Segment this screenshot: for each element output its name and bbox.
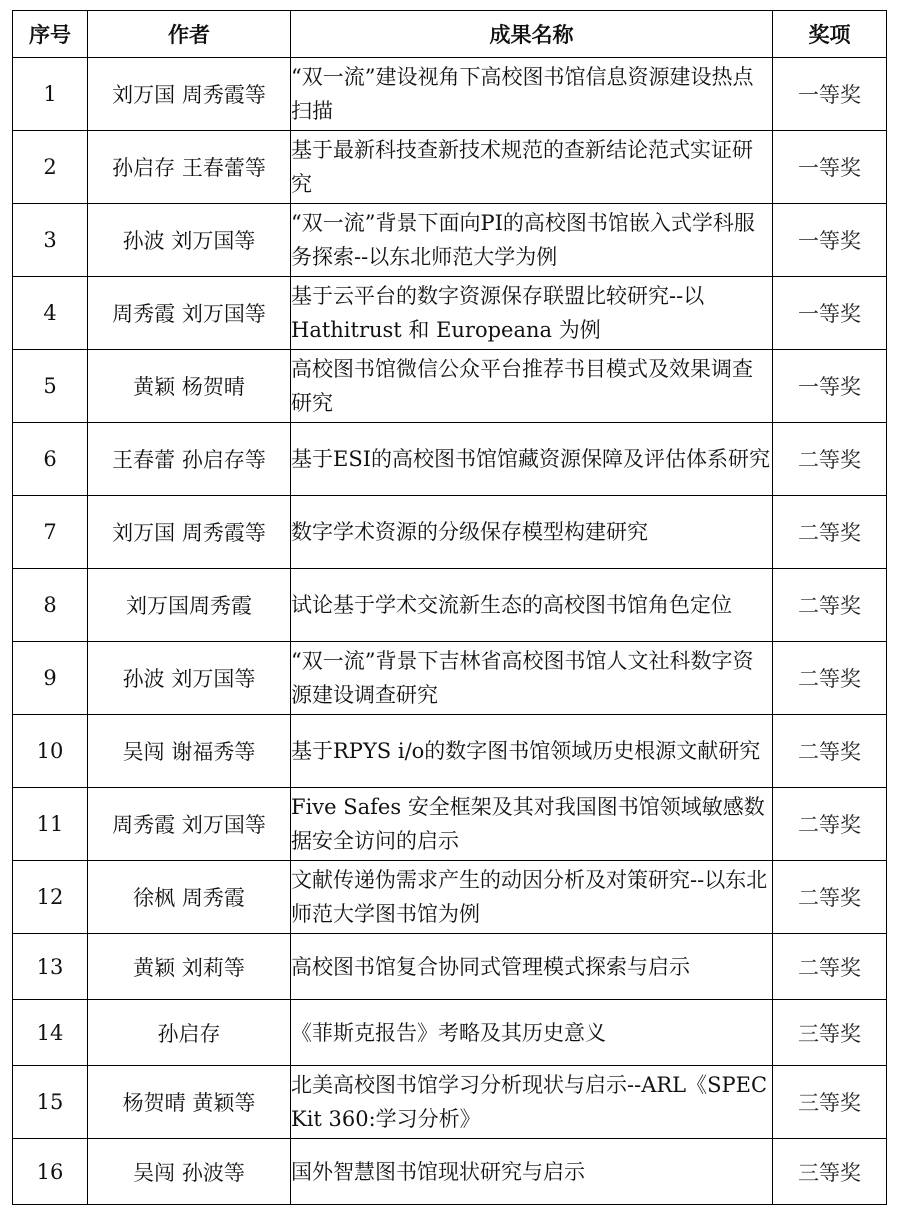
header-award: 奖项 [773, 11, 887, 58]
cell-author: 刘万国 周秀霞等 [88, 496, 291, 569]
table-row [13, 350, 887, 423]
cell-award: 二等奖 [773, 642, 887, 715]
cell-title: 基于RPYS i/o的数字图书馆领域历史根源文献研究 [291, 715, 773, 788]
cell-author: 孙波 刘万国等 [88, 642, 291, 715]
cell-title: 《菲斯克报告》考略及其历史意义 [291, 1000, 773, 1066]
cell-author: 王春蕾 孙启存等 [88, 423, 291, 496]
table-row [13, 496, 887, 569]
table-row [13, 1066, 887, 1139]
cell-author: 周秀霞 刘万国等 [88, 788, 291, 861]
cell-author: 刘万国周秀霞 [88, 569, 291, 642]
cell-title: “双一流”背景下面向PI的高校图书馆嵌入式学科服务探索--以东北师范大学为例 [291, 204, 773, 277]
cell-award: 一等奖 [773, 350, 887, 423]
cell-title: Five Safes 安全框架及其对我国图书馆领域敏感数据安全访问的启示 [291, 788, 773, 861]
cell-title: 基于ESI的高校图书馆馆藏资源保障及评估体系研究 [291, 423, 773, 496]
header-no: 序号 [13, 11, 88, 58]
cell-no: 2 [13, 131, 88, 204]
cell-author: 孙启存 [88, 1000, 291, 1066]
table-row [13, 569, 887, 642]
cell-author: 吴闯 谢福秀等 [88, 715, 291, 788]
cell-no: 7 [13, 496, 88, 569]
table-row [13, 1000, 887, 1066]
cell-title: 国外智慧图书馆现状研究与启示 [291, 1139, 773, 1205]
cell-title: 高校图书馆微信公众平台推荐书目模式及效果调查研究 [291, 350, 773, 423]
cell-title: 试论基于学术交流新生态的高校图书馆角色定位 [291, 569, 773, 642]
cell-title: “双一流”背景下吉林省高校图书馆人文社科数字资源建设调查研究 [291, 642, 773, 715]
cell-no: 9 [13, 642, 88, 715]
cell-award: 二等奖 [773, 496, 887, 569]
cell-award: 一等奖 [773, 204, 887, 277]
table-row [13, 934, 887, 1000]
cell-no: 6 [13, 423, 88, 496]
cell-no: 14 [13, 1000, 88, 1066]
table-header-row [13, 11, 887, 58]
cell-title: 基于云平台的数字资源保存联盟比较研究--以 Hathitrust 和 Europeana 为例 [291, 277, 773, 350]
cell-no: 13 [13, 934, 88, 1000]
table-row [13, 861, 887, 934]
header-title: 成果名称 [291, 11, 773, 58]
awards-table [12, 10, 887, 1205]
cell-award: 三等奖 [773, 1139, 887, 1205]
table-row [13, 423, 887, 496]
cell-award: 一等奖 [773, 58, 887, 131]
cell-no: 3 [13, 204, 88, 277]
cell-author: 吴闯 孙波等 [88, 1139, 291, 1205]
table-row [13, 715, 887, 788]
cell-author: 黄颖 杨贺晴 [88, 350, 291, 423]
cell-author: 徐枫 周秀霞 [88, 861, 291, 934]
cell-author: 周秀霞 刘万国等 [88, 277, 291, 350]
cell-no: 15 [13, 1066, 88, 1139]
table-row [13, 788, 887, 861]
table-row [13, 58, 887, 131]
cell-no: 4 [13, 277, 88, 350]
cell-author: 杨贺晴 黄颖等 [88, 1066, 291, 1139]
table-row [13, 1139, 887, 1205]
cell-award: 二等奖 [773, 715, 887, 788]
table-row [13, 131, 887, 204]
table-row [13, 277, 887, 350]
cell-no: 12 [13, 861, 88, 934]
table-row [13, 204, 887, 277]
cell-award: 一等奖 [773, 277, 887, 350]
cell-award: 二等奖 [773, 861, 887, 934]
table-row [13, 642, 887, 715]
cell-award: 一等奖 [773, 131, 887, 204]
cell-award: 二等奖 [773, 423, 887, 496]
cell-author: 刘万国 周秀霞等 [88, 58, 291, 131]
cell-title: 文献传递伪需求产生的动因分析及对策研究--以东北师范大学图书馆为例 [291, 861, 773, 934]
cell-award: 二等奖 [773, 934, 887, 1000]
cell-no: 10 [13, 715, 88, 788]
cell-title: 数字学术资源的分级保存模型构建研究 [291, 496, 773, 569]
cell-no: 16 [13, 1139, 88, 1205]
cell-award: 三等奖 [773, 1000, 887, 1066]
header-author: 作者 [88, 11, 291, 58]
cell-award: 二等奖 [773, 788, 887, 861]
cell-title: 高校图书馆复合协同式管理模式探索与启示 [291, 934, 773, 1000]
cell-award: 三等奖 [773, 1066, 887, 1139]
cell-author: 孙波 刘万国等 [88, 204, 291, 277]
cell-no: 5 [13, 350, 88, 423]
cell-no: 1 [13, 58, 88, 131]
cell-title: 基于最新科技查新技术规范的查新结论范式实证研究 [291, 131, 773, 204]
cell-author: 黄颖 刘莉等 [88, 934, 291, 1000]
cell-title: 北美高校图书馆学习分析现状与启示--ARL《SPEC Kit 360:学习分析》 [291, 1066, 773, 1139]
cell-no: 8 [13, 569, 88, 642]
cell-no: 11 [13, 788, 88, 861]
cell-title: “双一流”建设视角下高校图书馆信息资源建设热点扫描 [291, 58, 773, 131]
cell-award: 二等奖 [773, 569, 887, 642]
cell-author: 孙启存 王春蕾等 [88, 131, 291, 204]
